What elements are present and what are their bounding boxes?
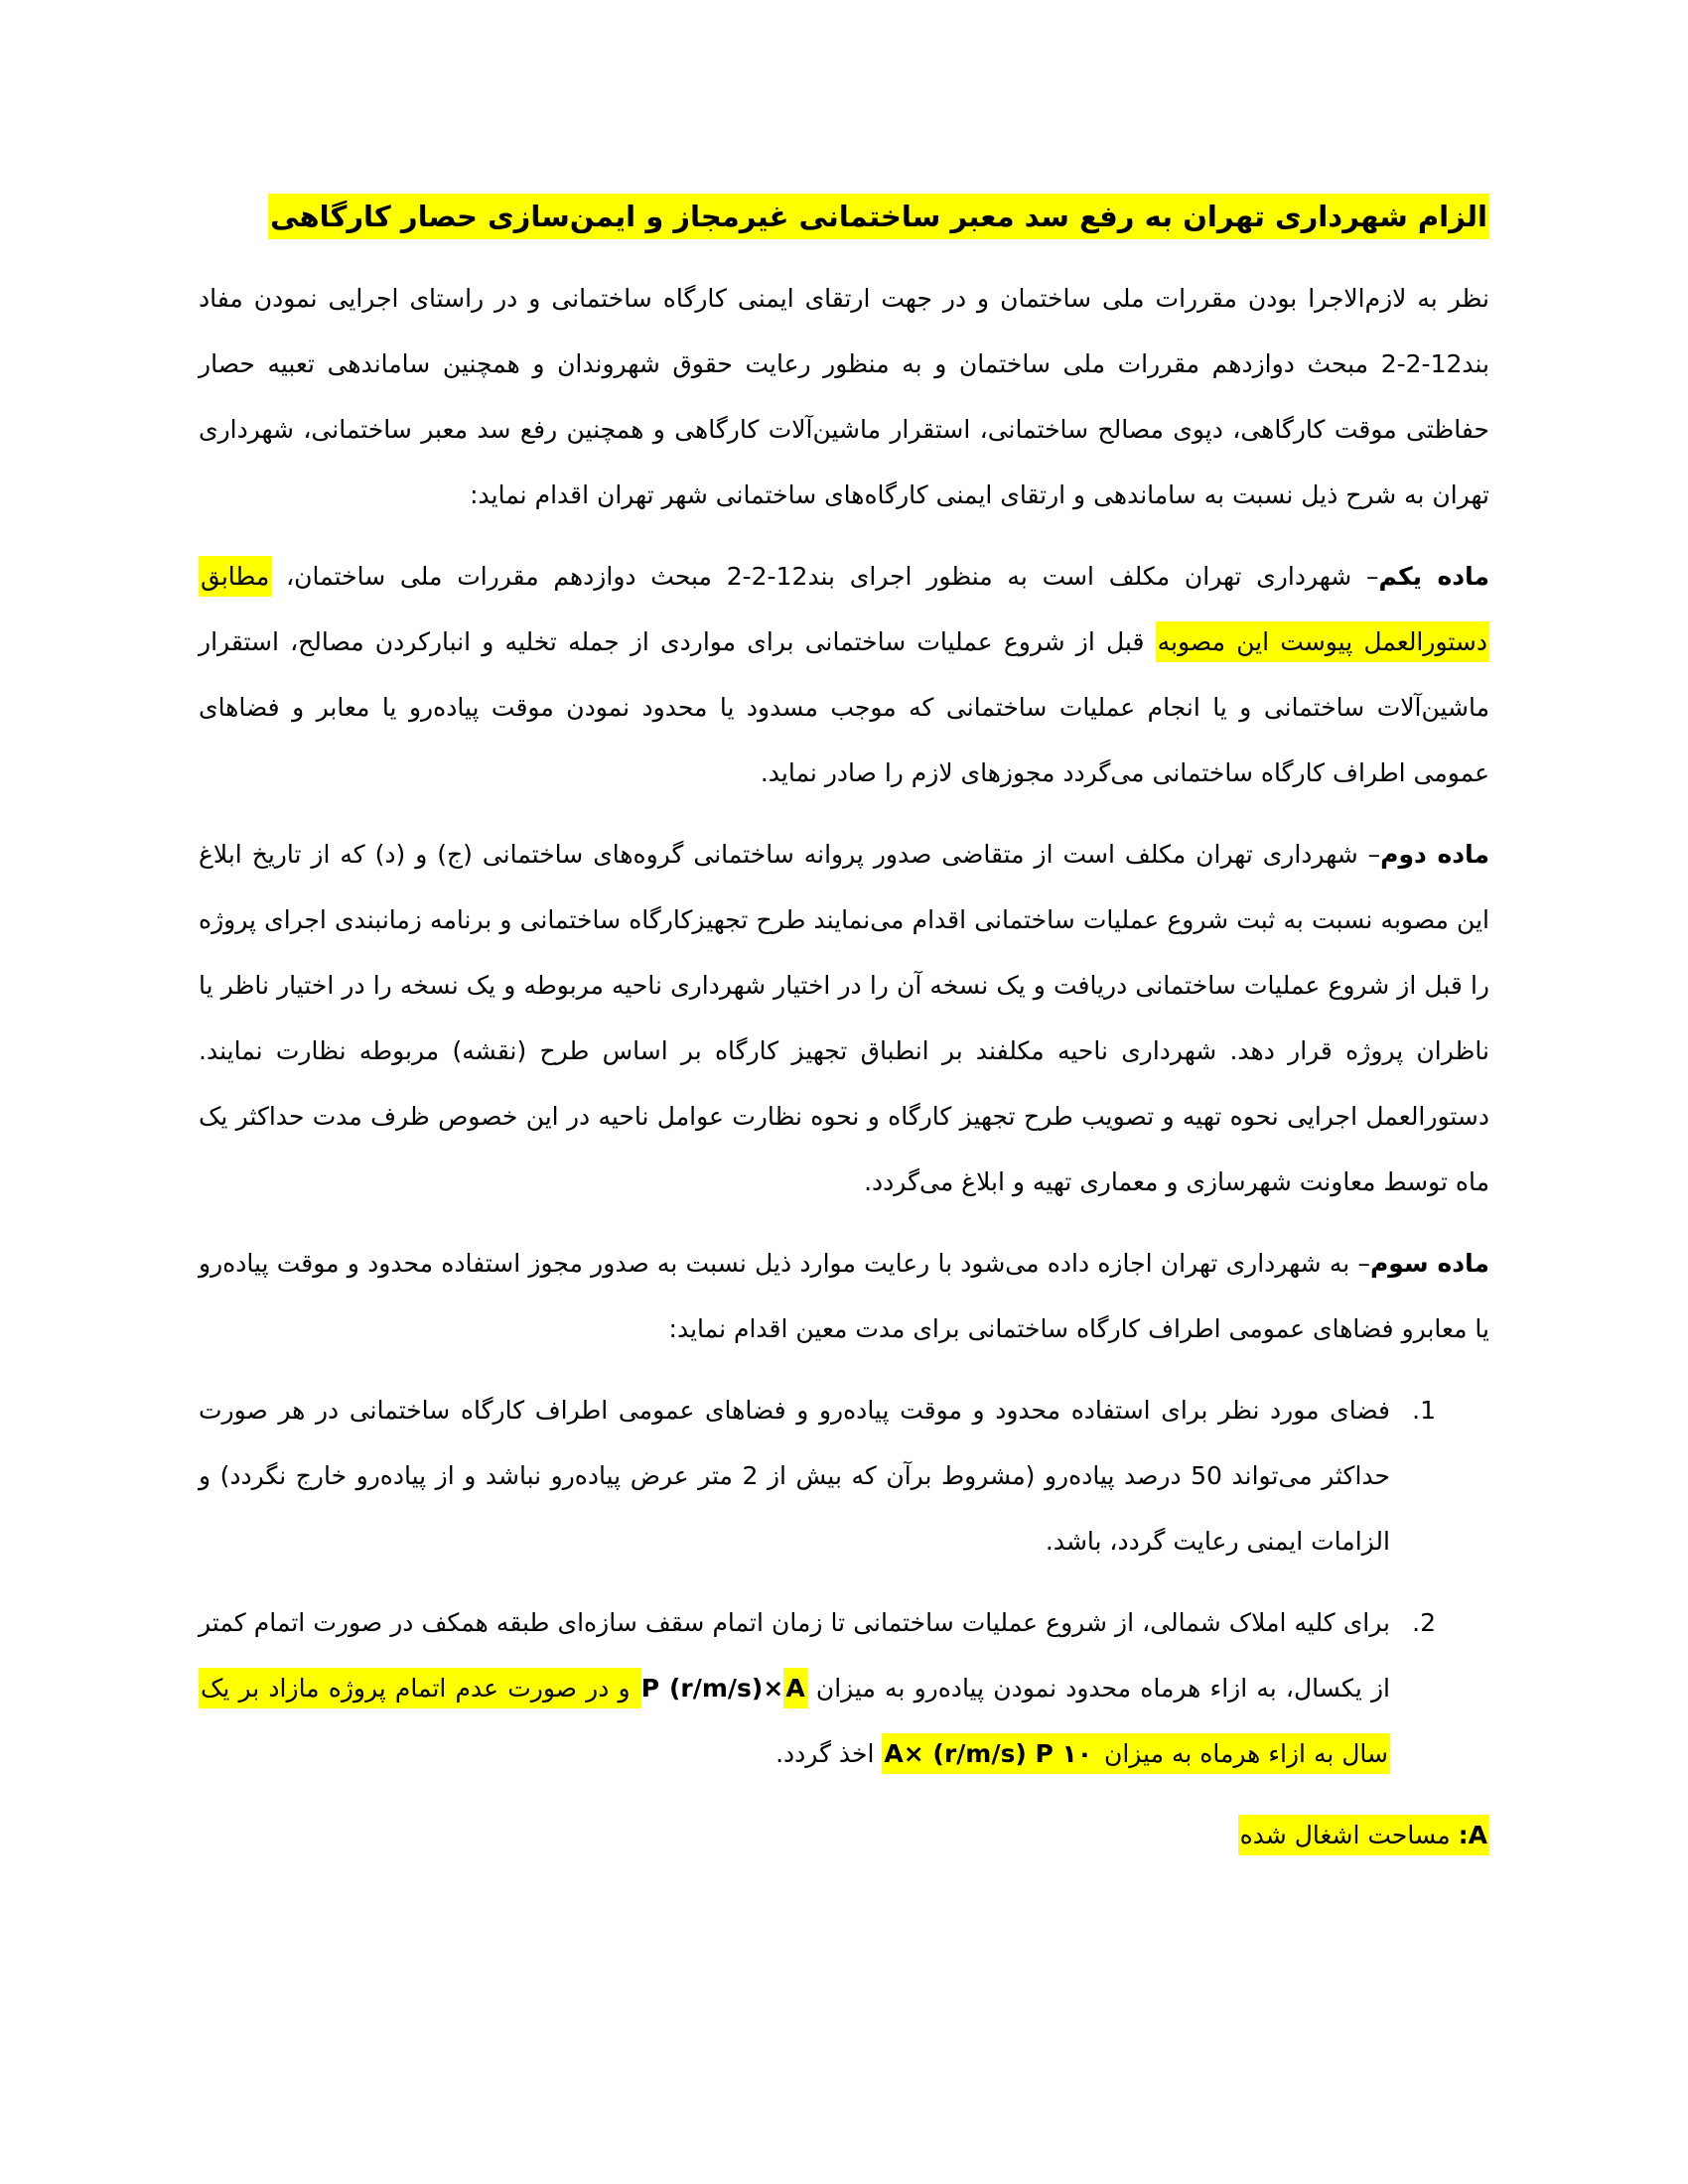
- definition-highlight: [1238, 1815, 1489, 1855]
- article-1: [199, 544, 1489, 806]
- list-item-highlight: و در صورت عدم اتمام پروژه مازاد بر یک سال به ازاء هرماه به میزان: [199, 1668, 1390, 1774]
- article-1-label: ماده یکم: [1378, 562, 1490, 591]
- article-3: [199, 1231, 1489, 1362]
- formula-1-text: P (r/m/s)×: [640, 1674, 784, 1703]
- article-2-label: ماده دوم: [1380, 840, 1489, 869]
- formula-1: [641, 1668, 807, 1708]
- definition-line: [199, 1803, 1489, 1868]
- article-2: [199, 822, 1489, 1215]
- list-item-number: 1.: [1412, 1396, 1436, 1425]
- formula-1-a: A: [783, 1668, 806, 1708]
- list-item: [199, 1590, 1489, 1787]
- list-item: [199, 1378, 1489, 1574]
- article-3-label: ماده سوم: [1369, 1249, 1489, 1278]
- article-1-text-b: قبل از شروع عملیات ساختمانی برای مواردی از جمله تخلیه و انبارکردن مصالح، استقرار ماشین‌آلات ساختمانی و یا انجام عملیات ساختمانی که موجب مسدود یا محدود نمودن موقت پیاده‌رو یا معابر و فضاهای عمومی اطراف کارگاه ساختمانی می‌گردد مجوزهای لازم را صادر نماید.: [199, 627, 1489, 787]
- list-item-text-a: برای کلیه املاک شمالی، از شروع عملیات ساختمانی تا زمان اتمام سقف سازه‌ای طبقه همکف در صورت اتمام کمتر از یکسال، به ازاء هرماه محدود نمودن پیاده‌رو به میزان: [199, 1608, 1390, 1703]
- document-page: [199, 195, 1489, 1868]
- definition-symbol: A:: [1458, 1821, 1487, 1849]
- article-1-highlight: مطابق دستورالعمل پیوست این مصوبه: [199, 556, 1489, 662]
- list-item-text-b: اخذ گردد.: [775, 1739, 883, 1768]
- list-item-text: فضای مورد نظر برای استفاده محدود و موقت پیاده‌رو و فضاهای عمومی اطراف کارگاه ساختمانی در هر صورت حداکثر می‌تواند 50 درصد پیاده‌رو (مشروط برآن که بیش از 2 متر عرض پیاده‌رو نباشد و از پیاده‌رو خارج نگردد) و الزامات ایمنی رعایت گردد، باشد.: [199, 1396, 1390, 1556]
- article-1-text-a: – شهرداری تهران مکلف است به منظور اجرای بند12-2-2 مبحث دوازدهم مقررات ملی ساختمان،: [271, 562, 1379, 591]
- list-item-number: 2.: [1412, 1608, 1436, 1637]
- formula-2: A× (r/m/s) P ۱۰: [882, 1733, 1094, 1774]
- article-2-text: – شهرداری تهران مکلف است از متقاضی صدور پروانه ساختمانی گروه‌های ساختمانی (ج) و (د) که از تاریخ ابلاغ این مصوبه نسبت به ثبت شروع عملیات ساختمانی اقدام می‌نمایند طرح تجهیزکارگاه ساختمانی و برنامه زمانبندی اجرای پروژه را قبل از شروع عملیات ساختمانی دریافت و یک نسخه آن را در اختیار شهرداری ناحیه مربوطه و یک نسخه را در اختیار ناظر یا ناظران پروژه قرار دهد. شهرداری ناحیه مکلفند بر انطباق تجهیز کارگاه بر اساس طرح (نقشه) مربوطه نظارت نمایند. دستورالعمل اجرایی نحوه تهیه و تصویب طرح تجهیز کارگاه و نحوه نظارت عوامل ناحیه در این خصوص ظرف مدت حداکثر یک ماه توسط معاونت شهرسازی و معماری تهیه و ابلاغ می‌گردد.: [199, 840, 1489, 1196]
- intro-paragraph: نظر به لازم‌الاجرا بودن مقررات ملی ساختمان و در جهت ارتقای ایمنی کارگاه ساختمانی و در راستای اجرایی نمودن مفاد بند12-2-2 مبحث دوازدهم مقررات ملی ساختمان و به منظور رعایت حقوق شهروندان و همچنین ساماندهی تعبیه حصار حفاظتی موقت کارگاهی، دپوی مصالح ساختمانی، استقرار ماشین‌آلات کارگاهی و همچنین رفع سد معبر ساختمانی، شهرداری تهران به شرح ذیل نسبت به ساماندهی و ارتقای ایمنی کارگاه‌های ساختمانی شهر تهران اقدام نماید:: [199, 284, 1489, 509]
- title-highlight: الزام شهرداری تهران به رفع سد معبر ساختمانی غیرمجاز و ایمن‌سازی حصار کارگاهی: [268, 194, 1489, 239]
- definition-text: مساحت اشغال شده: [1239, 1821, 1459, 1849]
- article-3-items: [199, 1378, 1489, 1787]
- document-title: [199, 195, 1489, 238]
- article-3-text: – به شهرداری تهران اجازه داده می‌شود با رعایت موارد ذیل نسبت به صدور مجوز استفاده محدود و موقت پیاده‌رو یا معابرو فضاهای عمومی اطراف کارگاه ساختمانی برای مدت معین اقدام نماید:: [199, 1249, 1489, 1343]
